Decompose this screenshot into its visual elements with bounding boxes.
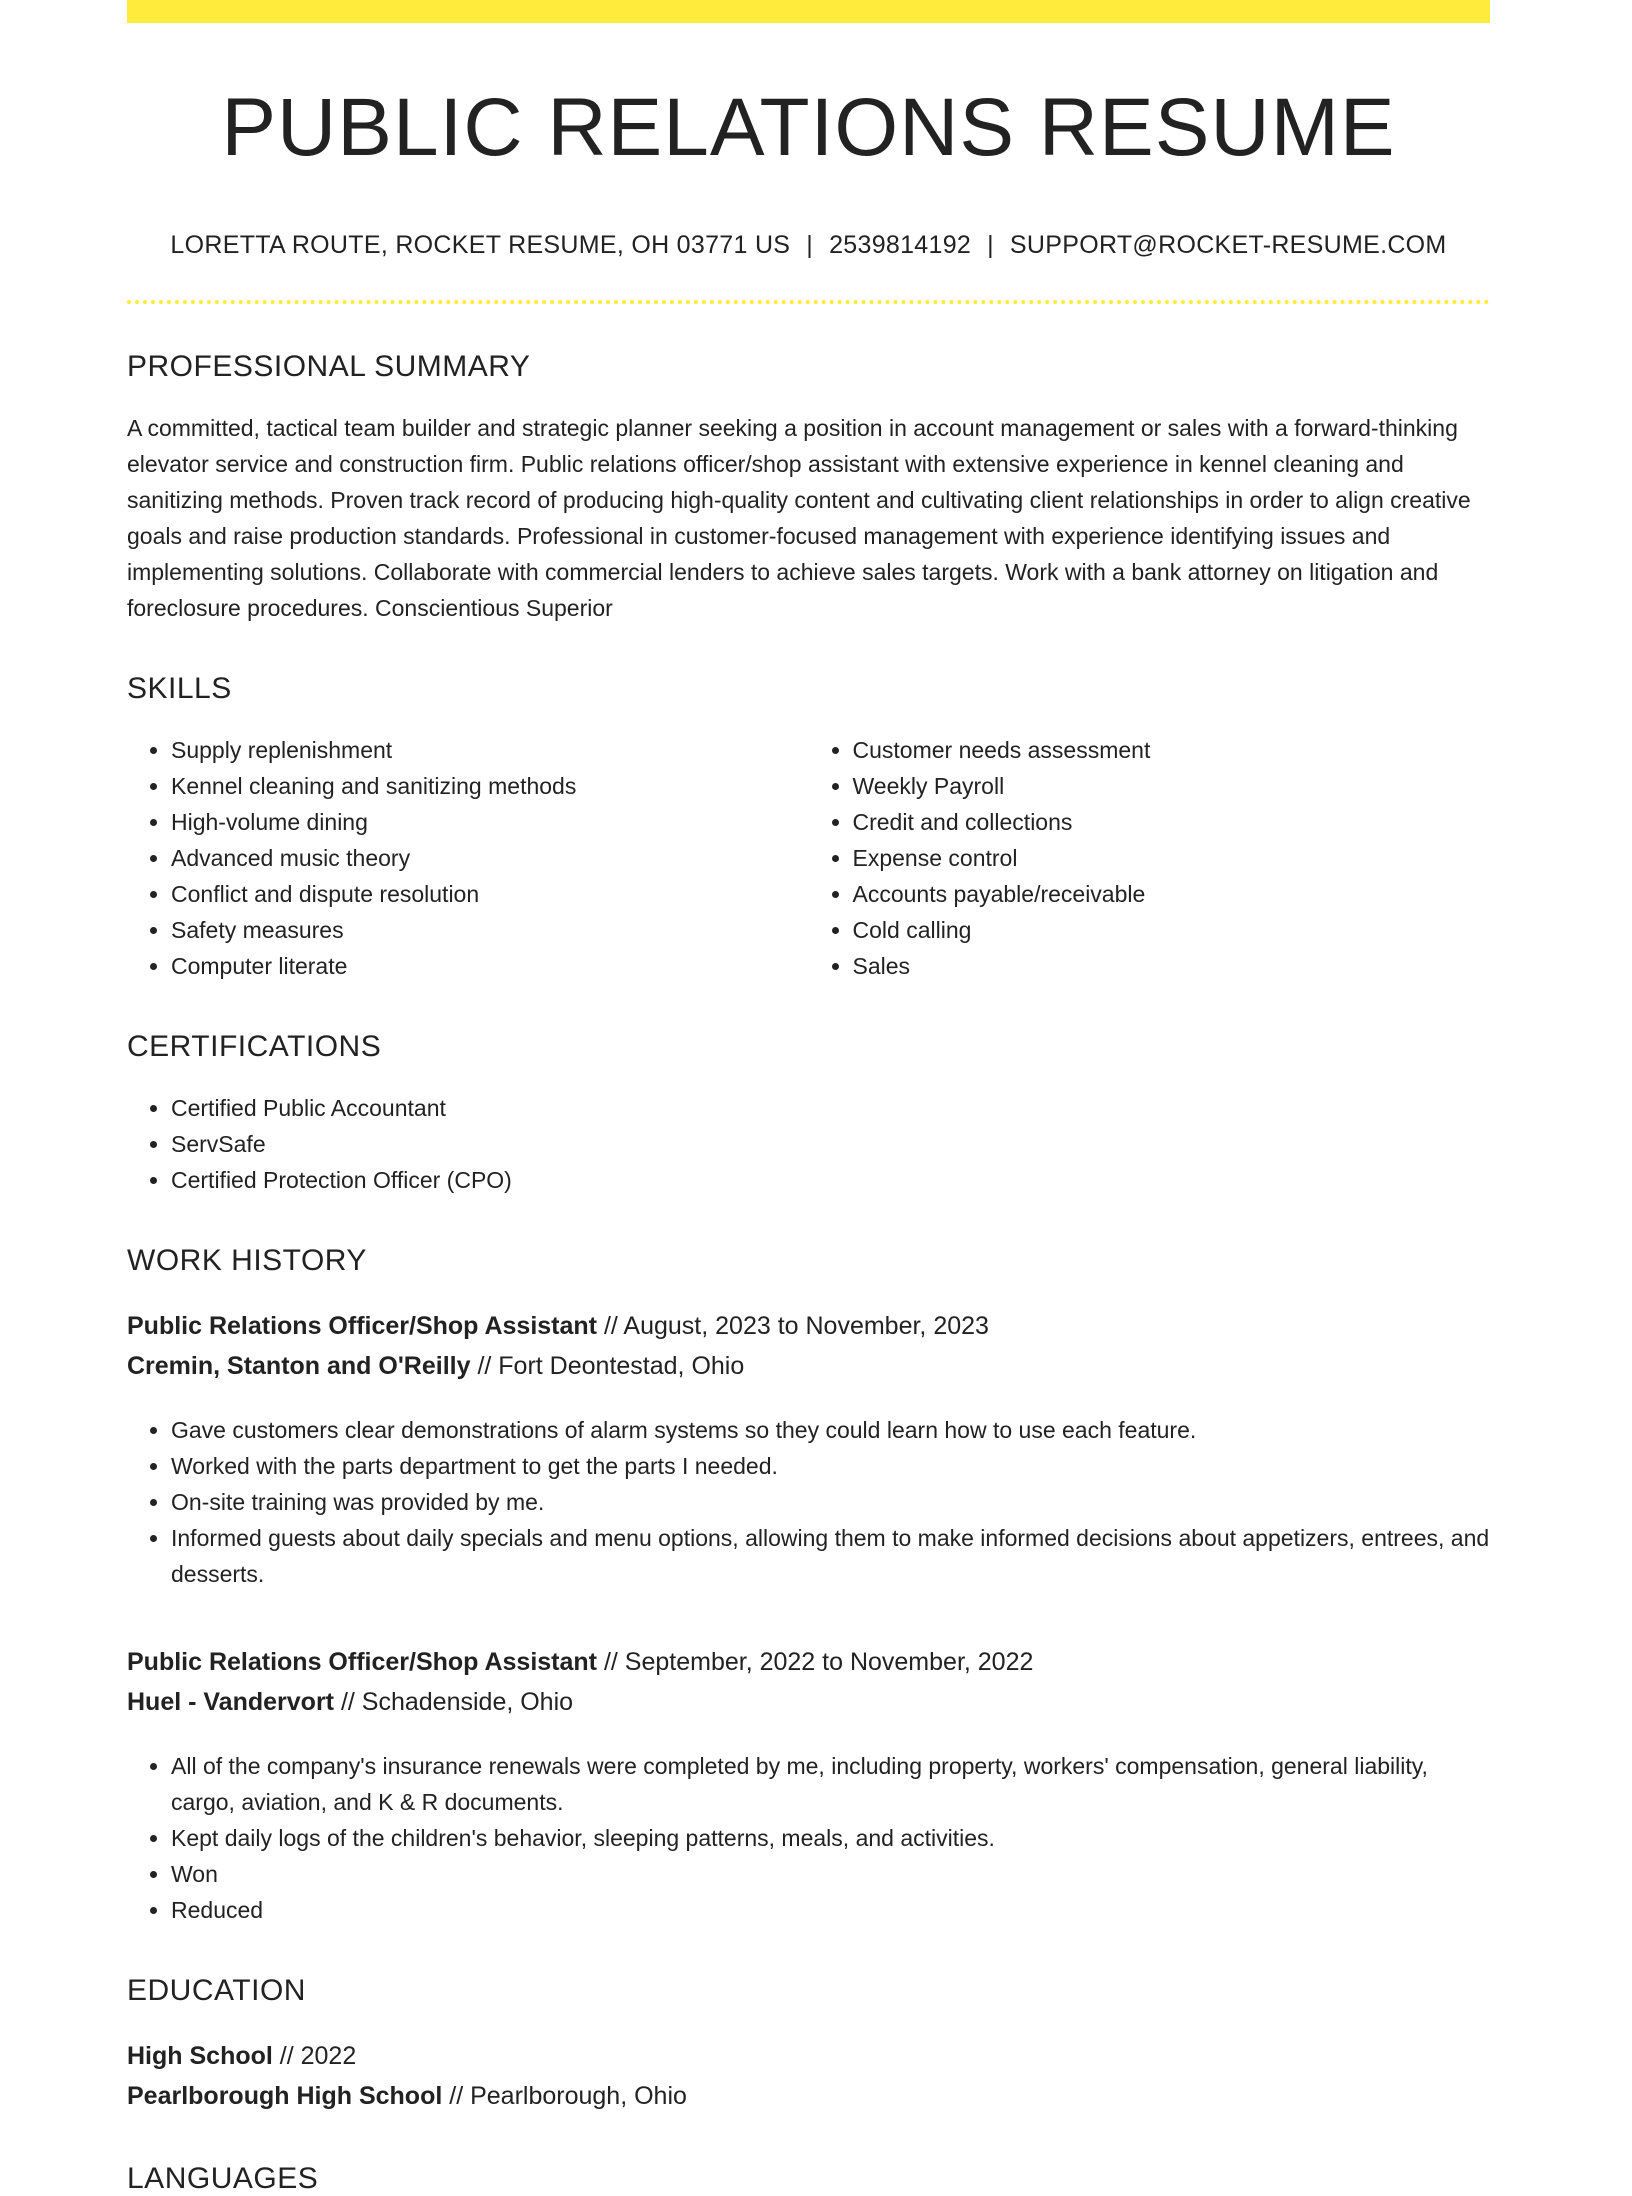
skill-item: • Advanced music theory [171,840,809,876]
job-bullet: • Gave customers clear demonstrations of alarm systems so they could learn how to use each feature. [171,1412,1490,1448]
skill-item: • Customer needs assessment [853,732,1491,768]
certifications-list [127,1090,1490,1198]
certification-item: • Certified Protection Officer (CPO) [171,1162,1490,1198]
contact-email: SUPPORT@ROCKET-RESUME.COM [1009,231,1447,260]
job-dates: // August, 2023 to November, 2023 [603,1312,989,1341]
dotted-divider [127,300,1490,304]
job-title-line [127,1642,1490,1682]
skill-item: • Computer literate [171,948,809,984]
contact-separator: | [806,231,814,260]
job-bullets [127,1748,1490,1928]
summary-text: A committed, tactical team builder and strategic planner seeking a position in account management or sales with a forward-thinking elevator service and construction firm. Public relations officer/shop assistant with extensive experience in kennel cleaning and sanitizing methods. Proven track record of producing high-quality content and cultivating client relationships in order to align creative goals and raise production standards. Professional in customer-focused management with experience identifying issues and implementing solutions. Collaborate with commercial lenders to achieve sales targets. Work with a bank attorney on litigation and foreclosure procedures. Conscientious Superior [127,415,1471,622]
job-location: // Schadenside, Ohio [340,1688,574,1717]
skill-item: • Weekly Payroll [853,768,1491,804]
skill-item: • High-volume dining [171,804,809,840]
job-location: // Fort Deontestad, Ohio [477,1352,745,1381]
job-bullet: • Kept daily logs of the children's behavior, sleeping patterns, meals, and activities. [171,1820,1490,1856]
job-bullets [127,1412,1490,1592]
skill-item: • Cold calling [853,912,1491,948]
education-heading: EDUCATION [127,1974,306,2008]
job-dates: // September, 2022 to November, 2022 [603,1648,1034,1677]
contact-phone: 2539814192 [829,231,972,260]
job-entry [127,1306,1490,1592]
certification-item: • Certified Public Accountant [171,1090,1490,1126]
job-bullet: • Informed guests about daily specials and menu options, allowing them to make informed decisions about appetizers, entrees, and desserts. [171,1520,1490,1592]
resume-title: PUBLIC RELATIONS RESUME [221,82,1396,173]
education-degree-line [127,2036,1490,2076]
skill-item: • Conflict and dispute resolution [171,876,809,912]
skills-list-right [809,732,1491,984]
contact-line [127,231,1490,260]
job-company: Huel - Vandervort [127,1688,334,1717]
certification-item: • ServSafe [171,1126,1490,1162]
skills-list-left [127,732,809,984]
job-company-line [127,1346,1490,1386]
education-school: Pearlborough High School [127,2082,443,2111]
contact-separator: | [987,231,994,260]
job-title-line [127,1306,1490,1346]
contact-address: LORETTA ROUTE, ROCKET RESUME, OH 03771 US [170,231,791,260]
accent-top-bar [127,0,1490,23]
education-location: // Pearlborough, Ohio [449,2082,687,2111]
skill-item: • Supply replenishment [171,732,809,768]
skills-grid [127,706,1490,984]
job-bullet: • Worked with the parts department to get the parts I needed. [171,1448,1490,1484]
summary-heading: PROFESSIONAL SUMMARY [127,350,531,384]
job-title: Public Relations Officer/Shop Assistant [127,1648,597,1677]
skill-item: • Sales [853,948,1491,984]
skill-item: • Credit and collections [853,804,1491,840]
job-bullet: • All of the company's insurance renewals were completed by me, including property, workers' compensation, general liability, cargo, aviation, and K & R documents. [171,1748,1490,1820]
skill-item: • Accounts payable/receivable [853,876,1491,912]
job-bullet: • Reduced [171,1892,1490,1928]
certifications-heading: CERTIFICATIONS [127,1030,382,1064]
skill-item: • Expense control [853,840,1491,876]
job-bullet: • Won [171,1856,1490,1892]
job-company-line [127,1682,1490,1722]
languages-heading: LANGUAGES [127,2162,319,2196]
job-entry [127,1642,1490,1928]
resume-page [127,0,1490,2196]
skill-item: • Safety measures [171,912,809,948]
job-title: Public Relations Officer/Shop Assistant [127,1312,597,1341]
skills-heading: SKILLS [127,672,232,706]
education-degree: High School [127,2042,273,2071]
job-bullet: • On-site training was provided by me. [171,1484,1490,1520]
education-school-line [127,2076,1490,2116]
skill-item: • Kennel cleaning and sanitizing methods [171,768,809,804]
work-history-heading: WORK HISTORY [127,1244,367,1278]
education-year: // 2022 [279,2042,357,2071]
job-company: Cremin, Stanton and O'Reilly [127,1352,471,1381]
